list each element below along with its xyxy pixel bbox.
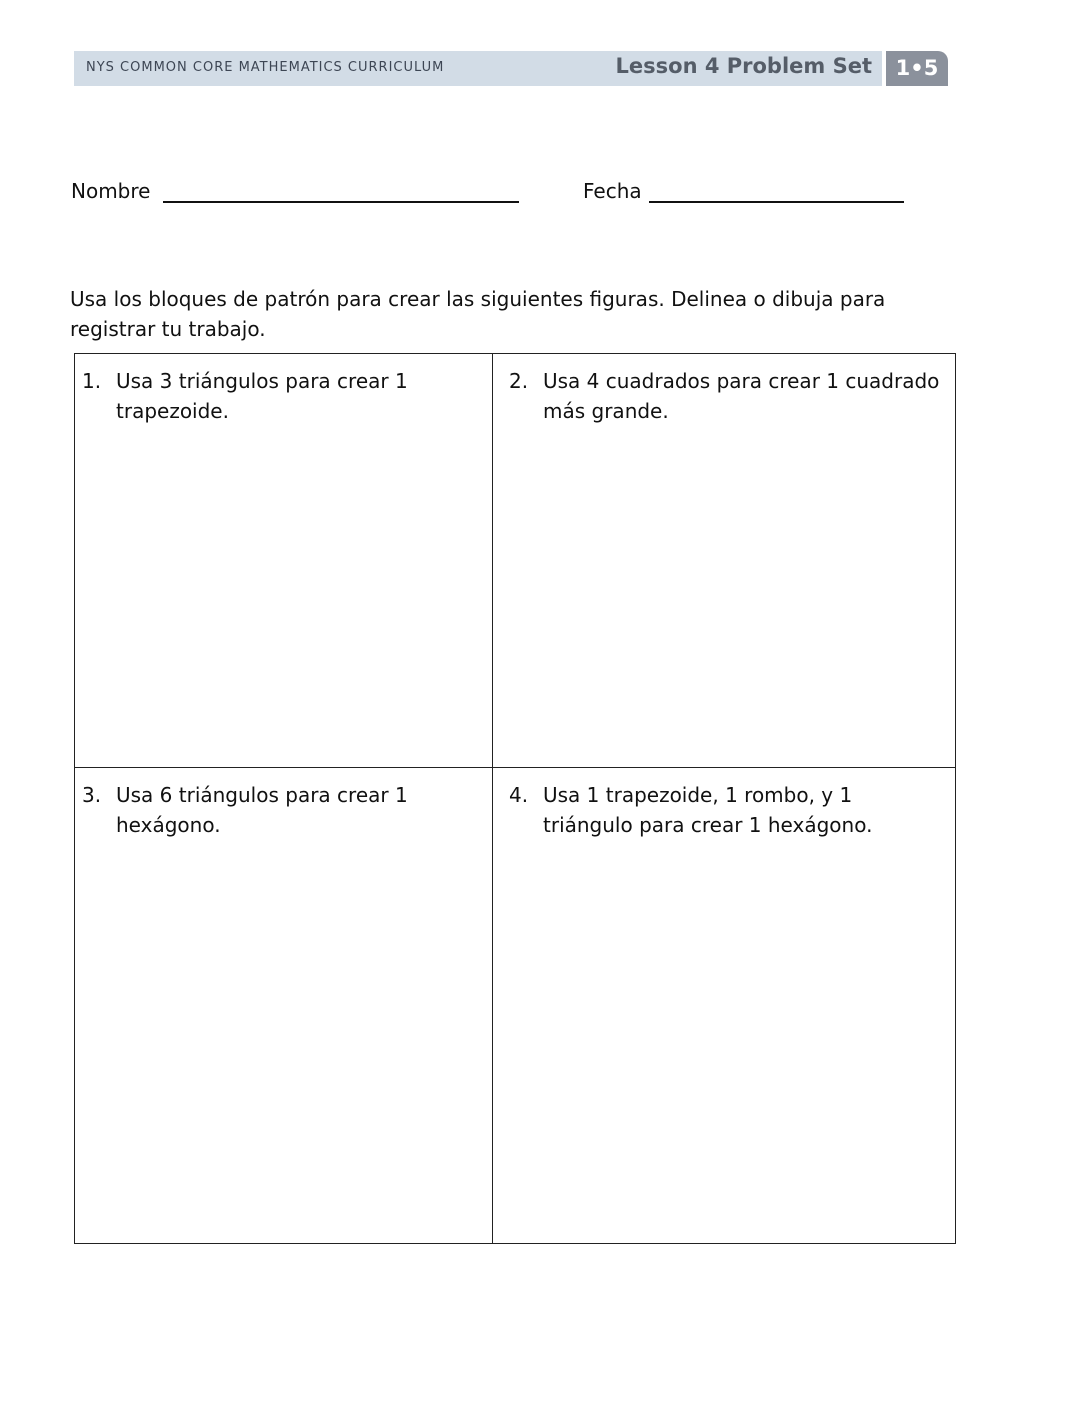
curriculum-title: NYS COMMON CORE MATHEMATICS CURRICULUM bbox=[86, 60, 445, 75]
date-field[interactable] bbox=[649, 201, 904, 203]
name-field[interactable] bbox=[163, 201, 519, 203]
date-label: Fecha bbox=[583, 179, 642, 203]
lesson-title: Lesson 4 Problem Set bbox=[615, 54, 872, 78]
problem-text: Usa 6 triángulos para crear 1 hexágono. bbox=[116, 783, 408, 837]
instructions: Usa los bloques de patrón para crear las siguientes figuras. Delinea o dibuja para registrar tu trabajo. bbox=[70, 287, 886, 341]
problem-number: 2. bbox=[509, 369, 529, 393]
grid-divider-vertical bbox=[492, 353, 493, 1244]
grade-module-badge: 1•5 bbox=[886, 51, 948, 86]
grid-divider-horizontal bbox=[74, 767, 956, 768]
name-label: Nombre bbox=[71, 179, 151, 203]
problem-number: 4. bbox=[509, 783, 529, 807]
problem-number: 3. bbox=[82, 783, 102, 807]
problem-number: 1. bbox=[82, 369, 102, 393]
problem-text: Usa 3 triángulos para crear 1 trapezoide. bbox=[116, 369, 408, 423]
problem-text: Usa 1 trapezoide, 1 rombo, y 1 triángulo para crear 1 hexágono. bbox=[543, 783, 873, 837]
problem-text: Usa 4 cuadrados para crear 1 cuadrado más grande. bbox=[543, 369, 940, 423]
